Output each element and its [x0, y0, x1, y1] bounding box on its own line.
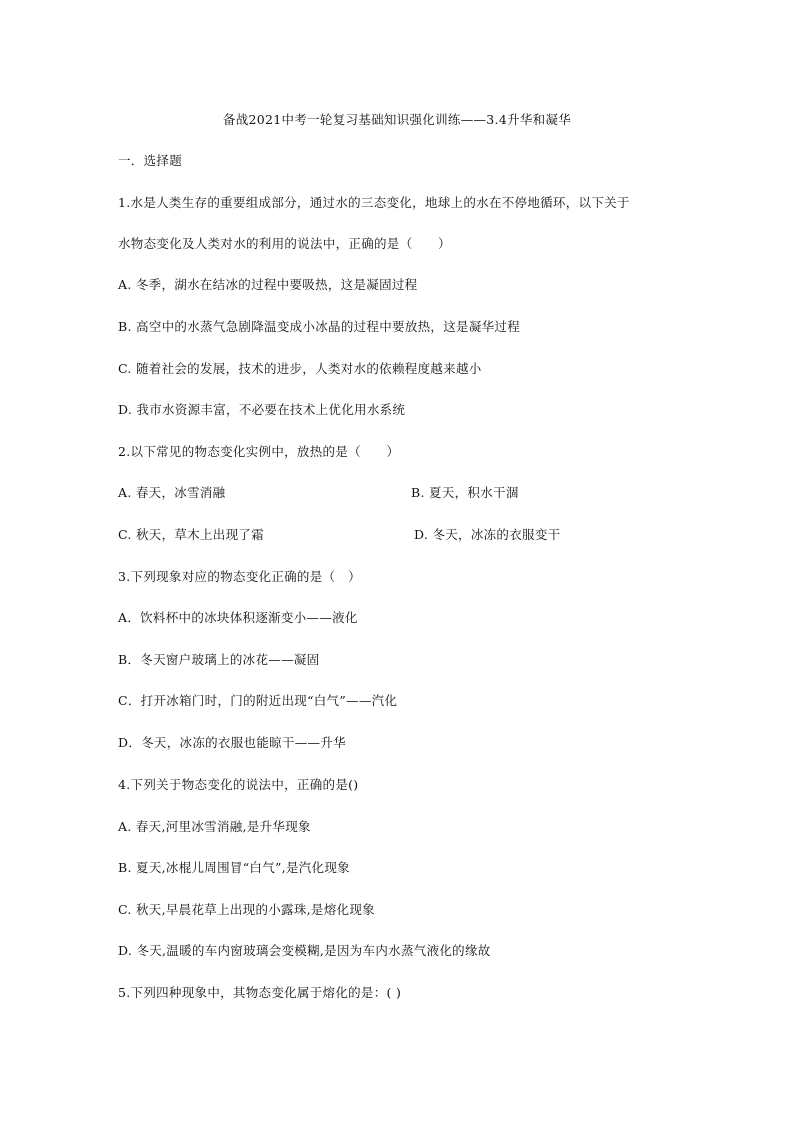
question-3-option-c: C．打开冰箱门时，门的附近出现“白气”——汽化	[118, 693, 398, 708]
question-4-option-b: B. 夏天,冰棍儿周围冒“白气”,是汽化现象	[118, 860, 350, 875]
section-heading: 一．选择题	[118, 153, 183, 168]
question-4-option-a: A. 春天,河里冰雪消融,是升华现象	[118, 819, 311, 834]
question-4-option-d: D. 冬天,温暖的车内窗玻璃会变模糊,是因为车内水蒸气液化的缘故	[118, 943, 491, 958]
question-2-option-b: B. 夏天，积水干涸	[411, 485, 519, 500]
question-3-option-b: B．冬天窗户玻璃上的冰花——凝固	[118, 652, 320, 667]
question-1-option-b: B. 高空中的水蒸气急剧降温变成小冰晶的过程中要放热，这是凝华过程	[118, 319, 521, 334]
question-3-stem: 3.下列现象对应的物态变化正确的是（ ）	[118, 569, 361, 584]
question-1-option-d: D. 我市水资源丰富，不必要在技术上优化用水系统	[118, 402, 406, 417]
question-3-option-a: A．饮料杯中的冰块体积逐渐变小——液化	[118, 610, 358, 625]
question-1-stem-line-2: 水物态变化及人类对水的利用的说法中，正确的是（ ）	[118, 236, 451, 251]
question-4-option-c: C. 秋天,早晨花草上出现的小露珠,是熔化现象	[118, 902, 375, 917]
document-title: 备战2021中考一轮复习基础知识强化训练——3.4升华和凝华	[222, 112, 572, 127]
question-1-option-a: A. 冬季，湖水在结冰的过程中要吸热，这是凝固过程	[118, 277, 418, 292]
question-2-option-c: C. 秋天，草木上出现了霜	[118, 527, 264, 542]
question-1-option-c: C. 随着社会的发展，技术的进步，人类对水的依赖程度越来越小	[118, 361, 482, 376]
question-2-option-a: A. 春天，冰雪消融	[118, 485, 226, 500]
question-3-option-d: D．冬天，冰冻的衣服也能晾干——升华	[118, 735, 346, 750]
question-4-stem: 4.下列关于物态变化的说法中，正确的是()	[118, 777, 359, 792]
question-5-stem: 5.下列四种现象中，其物态变化属于熔化的是：( )	[118, 985, 402, 1000]
question-1-stem-line-1: 1.水是人类生存的重要组成部分，通过水的三态变化，地球上的水在不停地循环，以下关于	[118, 195, 630, 210]
question-2-option-d: D. 冬天，冰冻的衣服变干	[414, 527, 561, 542]
question-2-stem: 2.以下常见的物态变化实例中，放热的是（ ）	[118, 444, 400, 459]
